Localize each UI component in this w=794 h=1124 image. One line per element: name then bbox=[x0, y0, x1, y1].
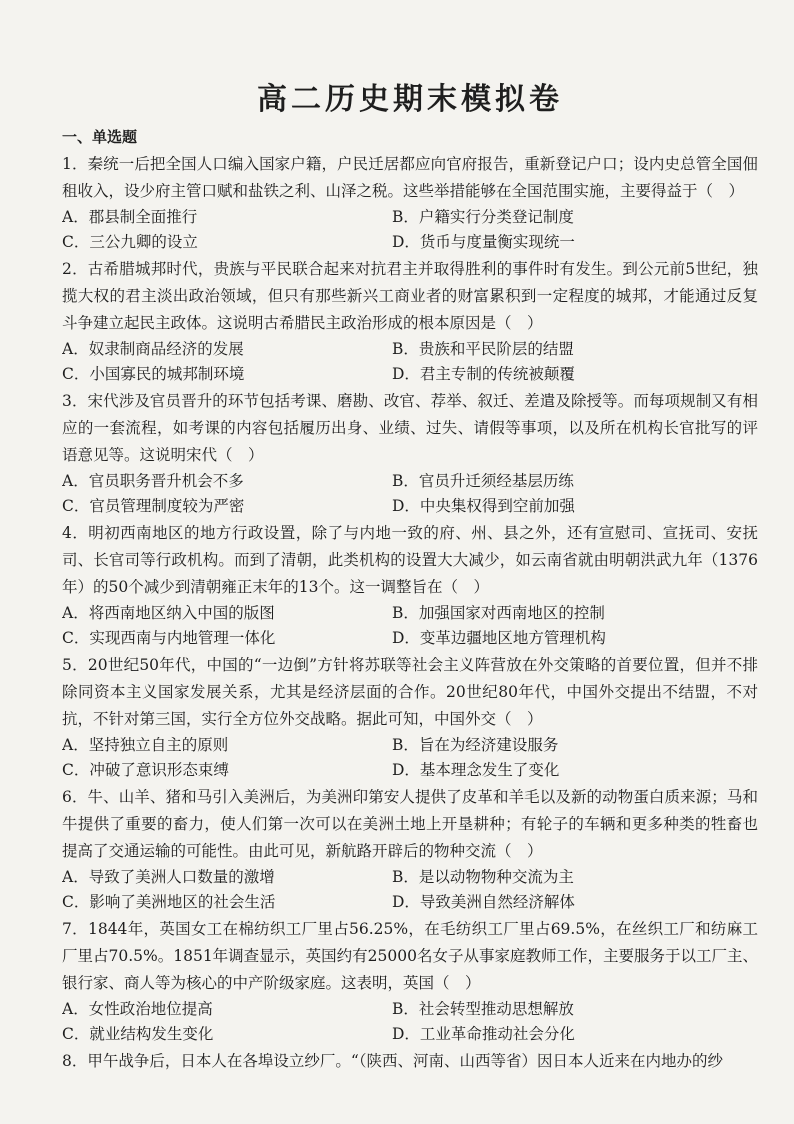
option-c: C．小国寡民的城邦制环境 bbox=[62, 365, 245, 383]
question-stem: 3．宋代涉及官员晋升的环节包括考课、磨勘、改官、荐举、叙迁、差遣及除授等。而每项规制又有相应的一套流程，如考课的内容包括履历出身、业绩、过失、请假等事项，以及所在机构长官批写的评语意见等。这说明宋代（ ） bbox=[62, 392, 758, 464]
options-grid bbox=[62, 601, 758, 651]
option-d: D．导致美洲自然经济解体 bbox=[392, 893, 575, 911]
question-stem: 7．1844年，英国女工在棉纺织工厂里占56.25%，在毛纺织工厂里占69.5%，在丝织工厂和纺麻工厂里占70.5%。1851年调查显示，英国约有25000名女子从事家庭教师工作，主要服务于以工厂主、银行家、商人等为核心的中产阶级家庭。这表明，英国（ ） bbox=[62, 920, 758, 992]
question-stem: 6．牛、山羊、猪和马引入美洲后，为美洲印第安人提供了皮革和羊毛以及新的动物蛋白质来源；马和牛提供了重要的畜力，使人们第一次可以在美洲土地上开垦耕种；有轮子的车辆和更多种类的牲畜也提高了交通运输的可能性。由此可见，新航路开辟后的物种交流（ ） bbox=[62, 788, 758, 860]
question-3 bbox=[62, 388, 758, 519]
options-grid bbox=[62, 997, 758, 1047]
option-b: B．旨在为经济建设服务 bbox=[392, 736, 559, 754]
question-7 bbox=[62, 916, 758, 1047]
option-a: A．女性政治地位提高 bbox=[62, 1000, 213, 1018]
question-6 bbox=[62, 784, 758, 915]
option-a: A．导致了美洲人口数量的激增 bbox=[62, 868, 275, 886]
question-list bbox=[62, 151, 758, 1075]
option-d: D．君主专制的传统被颠覆 bbox=[392, 365, 575, 383]
option-c: C．就业结构发生变化 bbox=[62, 1025, 214, 1043]
option-b: B．官员升迁须经基层历练 bbox=[392, 472, 574, 490]
options-grid bbox=[62, 205, 758, 255]
option-b: B．户籍实行分类登记制度 bbox=[392, 208, 574, 226]
option-c: C．影响了美洲地区的社会生活 bbox=[62, 893, 276, 911]
option-c: C．三公九卿的设立 bbox=[62, 233, 198, 251]
question-5 bbox=[62, 652, 758, 783]
option-c: C．冲破了意识形态束缚 bbox=[62, 761, 229, 779]
question-stem: 4．明初西南地区的地方行政设置，除了与内地一致的府、州、县之外，还有宣慰司、宣抚司、安抚司、长官司等行政机构。而到了清朝，此类机构的设置大大减少，如云南省就由明朝洪武九年（1376年）的50个减少到清朝雍正末年的13个。这一调整旨在（ ） bbox=[62, 524, 758, 596]
option-a: A．郡县制全面推行 bbox=[62, 208, 198, 226]
options-grid bbox=[62, 865, 758, 915]
options-grid bbox=[62, 469, 758, 519]
option-a: A．坚持独立自主的原则 bbox=[62, 736, 229, 754]
question-1 bbox=[62, 151, 758, 255]
option-b: B．社会转型推动思想解放 bbox=[392, 1000, 574, 1018]
option-b: B．加强国家对西南地区的控制 bbox=[392, 604, 605, 622]
options-grid bbox=[62, 337, 758, 387]
option-d: D．中央集权得到空前加强 bbox=[392, 497, 575, 515]
question-8 bbox=[62, 1048, 758, 1075]
question-stem: 8．甲午战争后，日本人在各埠设立纱厂。“（陕西、河南、山西等省）因日本人近来在内地办的纱 bbox=[62, 1052, 724, 1070]
option-b: B．贵族和平民阶层的结盟 bbox=[392, 340, 574, 358]
option-a: A．官员职务晋升机会不多 bbox=[62, 472, 244, 490]
option-c: C．实现西南与内地管理一体化 bbox=[62, 629, 276, 647]
option-a: A．奴隶制商品经济的发展 bbox=[62, 340, 244, 358]
question-stem: 5．20世纪50年代，中国的“一边倒”方针将苏联等社会主义阵营放在外交策略的首要位置，但并不排除同资本主义国家发展关系，尤其是经济层面的合作。20世纪80年代，中国外交提出不结盟，不对抗，不针对第三国，实行全方位外交战略。据此可知，中国外交（ ） bbox=[62, 656, 758, 728]
option-b: B．是以动物物种交流为主 bbox=[392, 868, 574, 886]
option-c: C．官员管理制度较为严密 bbox=[62, 497, 245, 515]
option-d: D．货币与度量衡实现统一 bbox=[392, 233, 575, 251]
option-d: D．工业革命推动社会分化 bbox=[392, 1025, 575, 1043]
section-heading: 一、单选题 bbox=[62, 128, 138, 146]
option-d: D．变革边疆地区地方管理机构 bbox=[392, 629, 606, 647]
question-stem: 1．秦统一后把全国人口编入国家户籍，户民迁居都应向官府报告，重新登记户口；设内史总管全国佃租收入，设少府主管口赋和盐铁之利、山泽之税。这些举措能够在全国范围实施，主要得益于（ ） bbox=[62, 155, 758, 200]
question-4 bbox=[62, 520, 758, 651]
page-title: 高二历史期末模拟卷 bbox=[257, 82, 563, 117]
option-d: D．基本理念发生了变化 bbox=[392, 761, 560, 779]
question-2 bbox=[62, 256, 758, 387]
question-stem: 2．古希腊城邦时代，贵族与平民联合起来对抗君主并取得胜利的事件时有发生。到公元前5世纪，独揽大权的君主淡出政治领域，但只有那些新兴工商业者的财富累积到一定程度的城邦，才能通过反复斗争建立起民主政体。这说明古希腊民主政治形成的根本原因是（ ） bbox=[62, 260, 758, 332]
option-a: A．将西南地区纳入中国的版图 bbox=[62, 604, 275, 622]
options-grid bbox=[62, 733, 758, 783]
